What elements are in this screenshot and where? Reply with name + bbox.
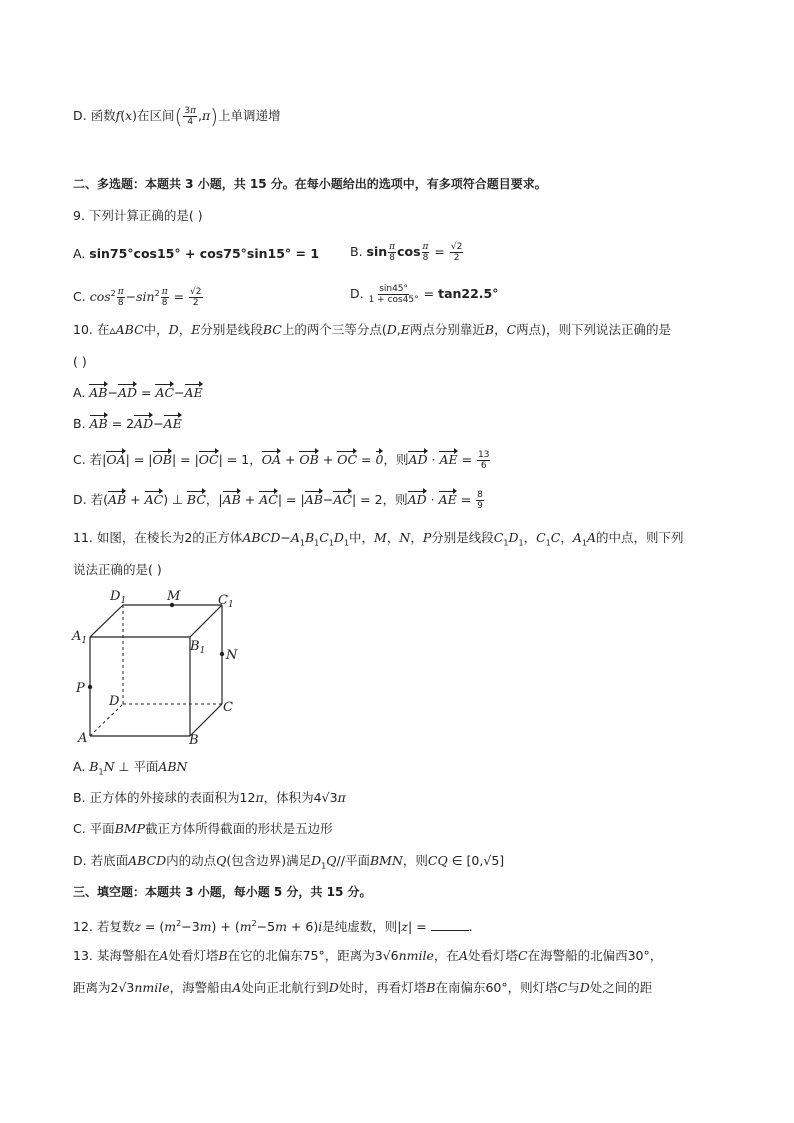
- q10-stem: 10. 在▵ABC中，D，E分别是线段BC上的两个三等分点(D,E两点分别靠近B，C两点)，则下列说法正确的是: [73, 322, 672, 337]
- q9-option-b: B. sin $\frac{\pi}{8}$ cos $\frac{\pi}{8}$ = $\frac{√2}{2}$: [350, 242, 463, 263]
- q10-option-c: C. 若|OA| = |OB| = |OC| = 1，OA + OB + OC = 0，则AD · AE = $\frac{13}{6}$: [73, 450, 490, 471]
- q13-line-1: 13. 某海警船在A处看灯塔B在它的北偏东75°，距离为3√6nmile，在A处看灯塔C在海警船的北偏西30°，: [73, 948, 663, 963]
- q11-option-a: A. $B_1N$ ⊥ 平面ABN: [73, 759, 188, 777]
- label-b: B: [189, 733, 199, 748]
- q11-option-c: C. 平面BMP截正方体所得截面的形状是五边形: [73, 821, 333, 836]
- label-a: A: [78, 731, 88, 746]
- label-c: C: [223, 700, 233, 715]
- section-3-header: 三、填空题：本题共 3 小题，每小题 5 分，共 15 分。: [73, 885, 372, 899]
- q10-option-d: D. 若(AB + AC) ⊥ BC，|AB + AC| = |AB−AC| = 2，则AD · AE = $\frac{8}{9}$: [73, 490, 483, 511]
- q9-option-d: D. $\frac{\sin 45^\circ}{1 + \cos 45^\circ}$ = tan22.5°: [350, 284, 499, 305]
- section-2-header: 二、多选题：本题共 3 小题，共 15 分。在每小题给出的选项中，有多项符合题目要求。: [73, 177, 547, 191]
- label-p: P: [76, 681, 85, 696]
- label-d: D: [109, 694, 120, 709]
- q10-option-a: A. AB−AD = AC−AE: [73, 383, 203, 403]
- label-d1: $D_1$: [110, 589, 127, 606]
- q12: 12. 若复数$z = (m^2-3m) + (m^2-5m + 6)i$是纯虚数，则|z| = .: [73, 919, 473, 935]
- label-m: M: [167, 589, 181, 604]
- q10-stem-cont: ( ): [73, 354, 87, 369]
- q11-option-d: D. 若底面ABCD内的动点Q(包含边界)满足$D_1Q//$平面BMN，则CQ ∈ [0,√5]: [73, 853, 505, 871]
- point-p: [88, 685, 92, 689]
- label-n: N: [226, 648, 238, 663]
- q11-stem: 11. 如图，在棱长为2的正方体$ABCD-A_1B_1C_1D_1$中，M，N，P分别是线段$C_1D_1$，$C_1C$，$A_1A$的中点，则下列: [73, 530, 684, 548]
- q11-stem-cont: 说法正确的是( ): [73, 562, 162, 577]
- label-a1: $A_1$: [72, 629, 88, 646]
- label-c1: $C_1$: [218, 593, 234, 610]
- q11-option-b: B. 正方体的外接球的表面积为12π，体积为4√3π: [73, 790, 346, 805]
- q13-line-2: 距离为2√3nmile，海警船由A处向正北航行到D处时，再看灯塔B在南偏东60°，则灯塔C与D处之间的距: [73, 980, 653, 995]
- q10-option-b: B. AB = 2AD−AE: [73, 414, 182, 434]
- label-b1: $B_1$: [190, 639, 206, 656]
- option-8d: D. 函数f(x)在区间( $\frac{3\pi}{4}$ ,π)上单调递增: [73, 104, 281, 129]
- q9-option-c: C. $\cos^2$ $\frac{\pi}{8}$ $-\sin^2$ $\frac{\pi}{8}$ = $\frac{√2}{2}$: [73, 287, 202, 309]
- q9-stem: 9. 下列计算正确的是( ): [73, 208, 203, 223]
- point-n: [220, 652, 224, 656]
- q9-option-a: A. sin75°cos15° + cos75°sin15° = 1: [73, 246, 320, 261]
- cube-figure: [66, 584, 266, 754]
